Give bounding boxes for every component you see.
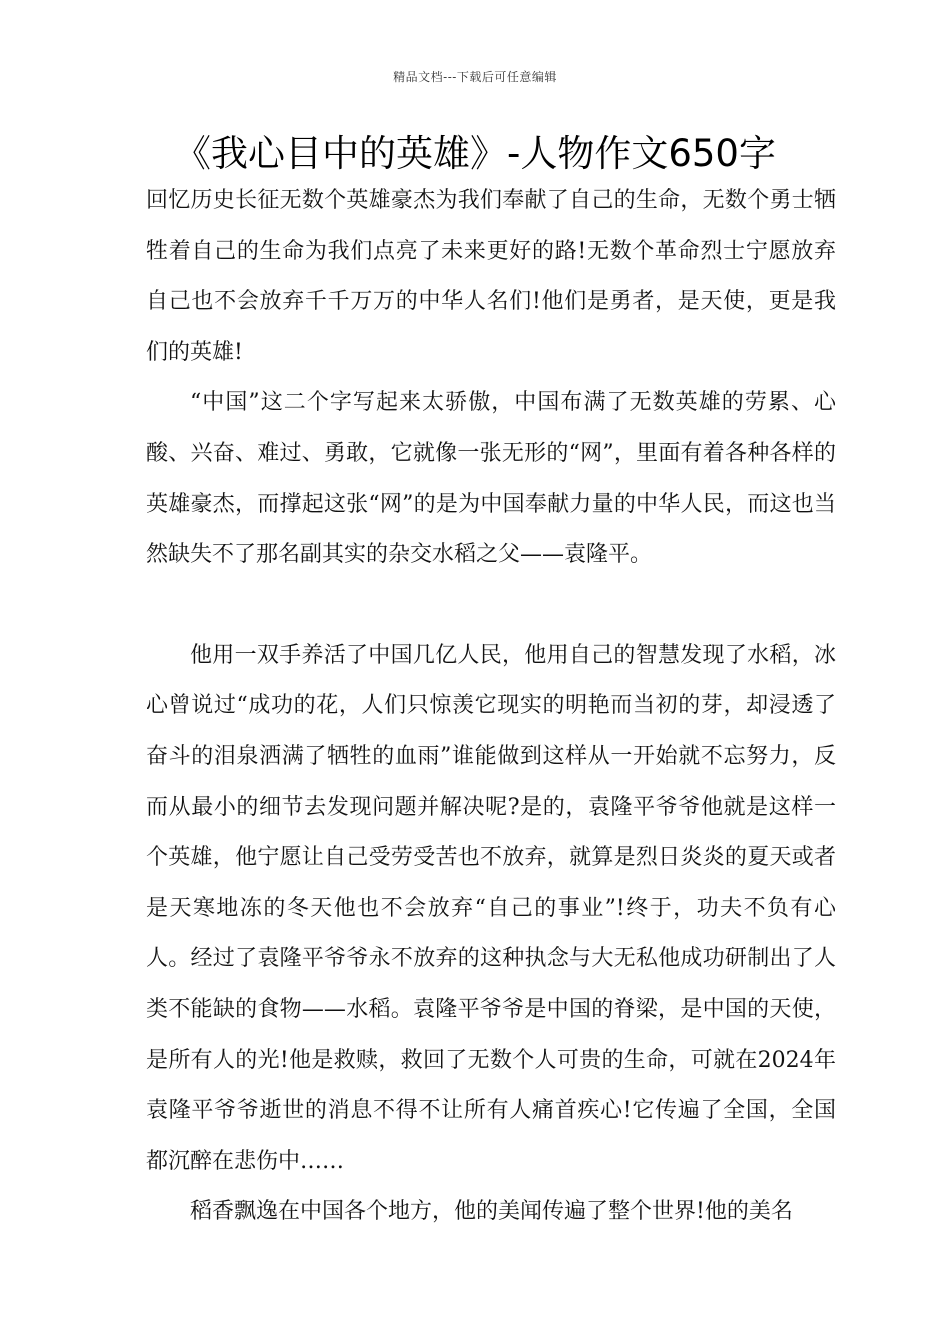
paragraph-china: “中国”这二个字写起来太骄傲，中国布满了无数英雄的劳累、心酸、兴奋、难过、勇敢，它就像一张无形的“网”，里面有着各种各样的英雄豪杰，而撑起这张“网”的是为中国奉献力量的中华人民，而这也当然缺失不了那名副其实的杂交水稻之父——袁隆平。 bbox=[146, 390, 836, 568]
paragraph-yuan-longping: 他用一双手养活了中国几亿人民，他用自己的智慧发现了水稻，冰心曾说过“成功的花，人们只惊羡它现实的明艳而当初的芽，却浸透了奋斗的泪泉洒满了牺牲的血雨”谁能做到这样从一开始就不忘努力，反而从最小的细节去发现问题并解决呢?是的，袁隆平爷爷他就是这样一个英雄，他宁愿让自己受劳受苦也不放弃，就算是烈日炎炎的夏天或者是天寒地冻的冬天他也不会放弃“自己的事业”!终于，功夫不负有心人。经过了袁隆平爷爷永不放弃的这种执念与大无私他成功研制出了人类不能缺的食物——水稻。袁隆平爷爷是中国的脊梁，是中国的天使，是所有人的光!他是救赎，救回了无数个人可贵的生命，可就在2024年袁隆平爷爷逝世的消息不得不让所有人痛首疾心!它传遍了全国，全国都沉醉在悲伤中…… bbox=[146, 642, 836, 1174]
header-note: 精品文档---下载后可任意编辑 bbox=[393, 70, 557, 84]
paragraph-intro: 回忆历史长征无数个英雄豪杰为我们奉献了自己的生命，无数个勇士牺牲着自己的生命为我们点亮了未来更好的路!无数个革命烈士宁愿放弃自己也不会放弃千千万万的中华人名们!他们是勇者，是天使，更是我们的英雄! bbox=[146, 188, 836, 365]
paragraph-gap bbox=[146, 581, 836, 631]
page-title: 《我心目中的英雄》-人物作文650字 bbox=[174, 132, 776, 175]
article-body bbox=[146, 176, 836, 1238]
paragraph-rice-fragrance: 稻香飘逸在中国各个地方，他的美闻传遍了整个世界!他的美名 bbox=[190, 1199, 793, 1225]
